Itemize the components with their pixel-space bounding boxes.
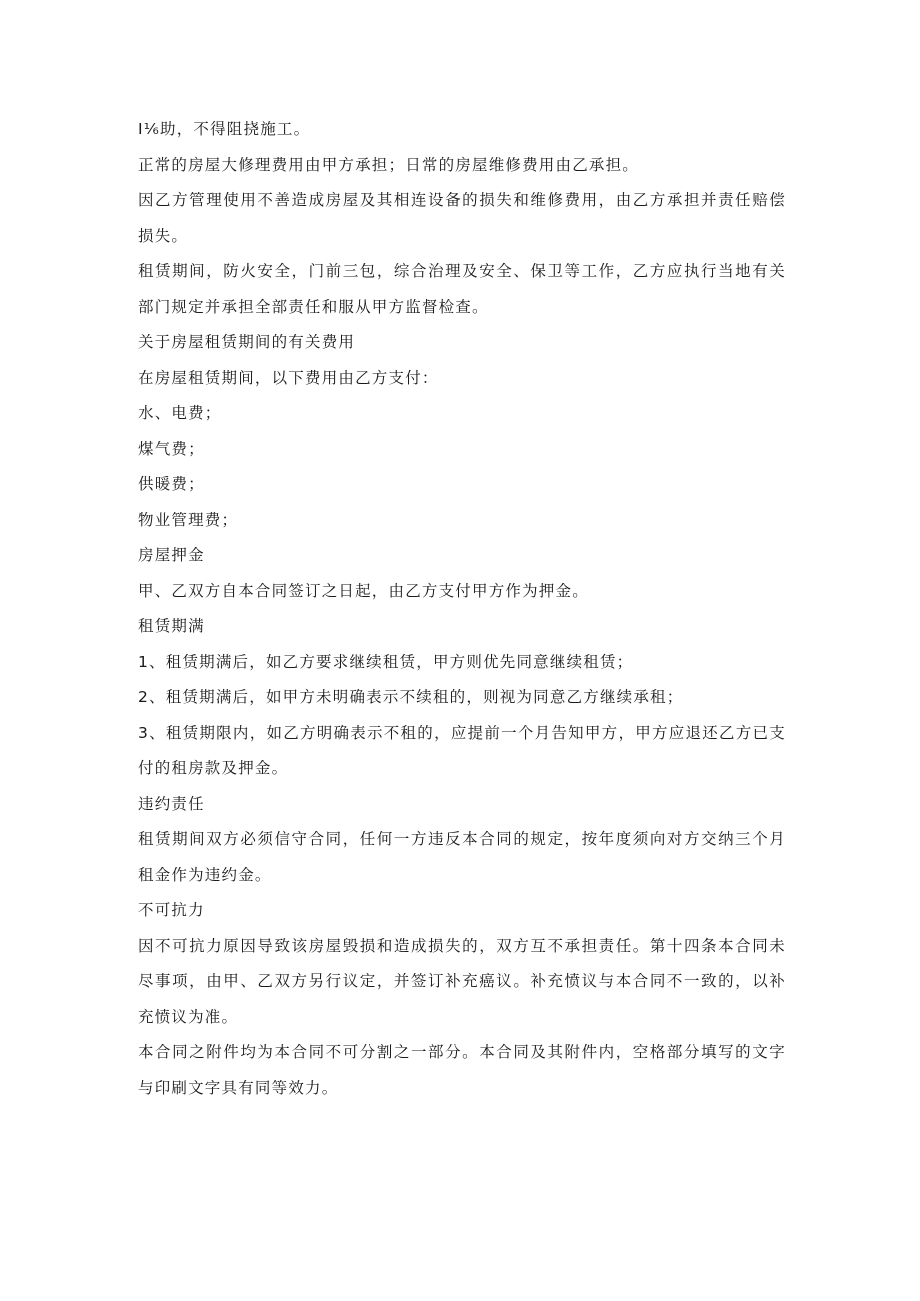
heading-lease-fees: 关于房屋租赁期间的有关费用 xyxy=(138,333,356,351)
heading-force-majeure: 不可抗力 xyxy=(138,901,205,919)
list-item-property-management: 物业管理费； xyxy=(138,510,239,529)
paragraph-annex: 本合同之附件均为本合同不可分割之一部分。本合同及其附件内，空格部分填写的文字与印刷文字具有同等效力。 xyxy=(138,1043,786,1097)
paragraph-repair-costs: 正常的房屋大修理费用由甲方承担；日常的房屋维修费用由乙承担。 xyxy=(138,155,640,174)
document-body xyxy=(138,112,786,1106)
heading-deposit: 房屋押金 xyxy=(138,546,205,564)
list-item-expiry-3: 3、租赁期限内，如乙方明确表示不租的，应提前一个月告知甲方，甲方应退还乙方已支付的租房款及押金。 xyxy=(138,723,786,777)
heading-breach: 违约责任 xyxy=(138,794,205,813)
paragraph-fees-intro: 在房屋租赁期间，以下费用由乙方支付： xyxy=(138,368,439,387)
list-item-expiry-1: 1、租赁期满后，如乙方要求继续租赁，甲方则优先同意继续租赁； xyxy=(138,652,634,671)
list-item-water-electricity: 水、电费； xyxy=(138,404,222,422)
list-item-gas: 煤气费； xyxy=(138,439,205,458)
paragraph-assist-construction: I⅙助，不得阻挠施工。 xyxy=(138,120,311,138)
list-item-heating: 供暖费； xyxy=(138,475,205,493)
list-item-expiry-2: 2、租赁期满后，如甲方未明确表示不续租的，则视为同意乙方继续承租； xyxy=(138,688,684,706)
paragraph-safety-duties: 租赁期间，防火安全，门前三包，综合治理及安全、保卫等工作，乙方应执行当地有关部门规定并承担全部责任和服从甲方监督检查。 xyxy=(138,262,786,316)
heading-lease-expiry: 租赁期满 xyxy=(138,617,205,635)
paragraph-deposit: 甲、乙双方自本合同签订之日起，由乙方支付甲方作为押金。 xyxy=(138,581,589,600)
paragraph-breach: 租赁期间双方必须信守合同，任何一方违反本合同的规定，按年度须向对方交纳三个月租金作为违约金。 xyxy=(138,830,786,884)
paragraph-force-majeure: 因不可抗力原因导致该房屋毁损和造成损失的，双方互不承担责任。第十四条本合同未尽事项，由甲、乙双方另行议定，并签订补充癌议。补充愤议与本合同不一致的，以补充愤议为准。 xyxy=(138,936,786,1026)
paragraph-damage-liability: 因乙方管理使用不善造成房屋及其相连设备的损失和维修费用，由乙方承担并责任赔偿损失。 xyxy=(138,191,786,245)
